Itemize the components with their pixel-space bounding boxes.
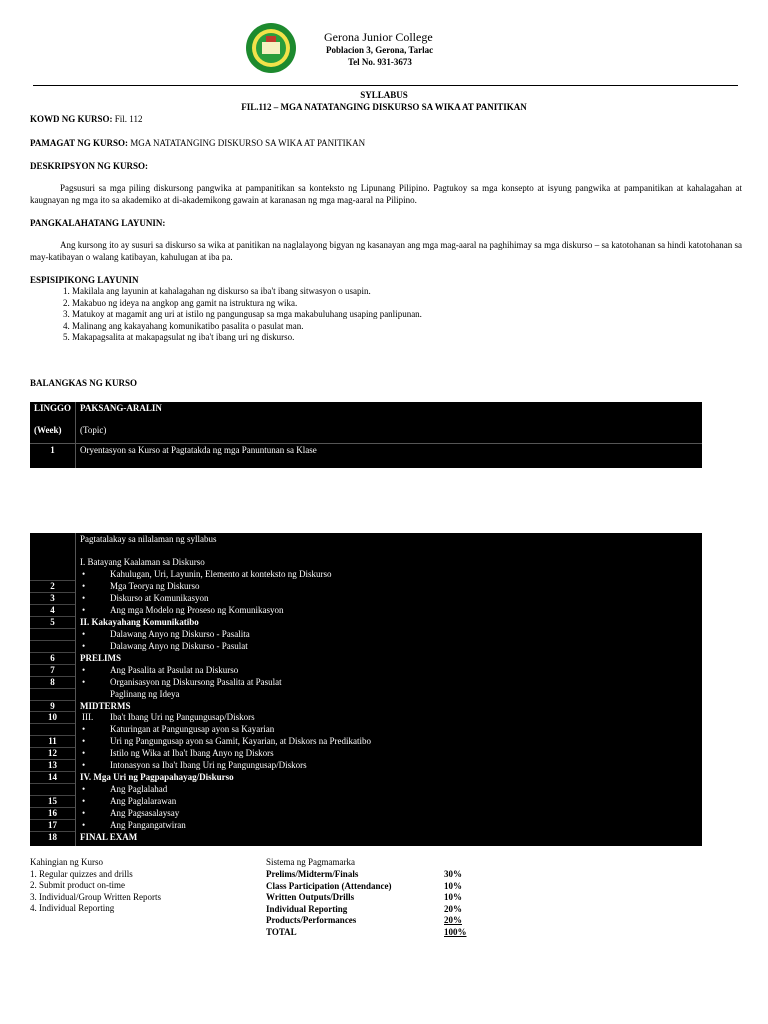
topic-row xyxy=(80,748,274,758)
week-number: 3 xyxy=(50,592,55,603)
topic-row xyxy=(80,689,179,699)
bullet-icon: • xyxy=(82,724,86,735)
grading-criterion: Individual Reporting xyxy=(266,903,348,914)
week-number: 14 xyxy=(48,772,57,783)
grading-percentage: 20% xyxy=(444,915,462,925)
row-divider xyxy=(30,628,75,629)
topic-text: Ang mga Modelo ng Proseso ng Komunikasyon xyxy=(110,604,284,615)
topic-row xyxy=(80,581,199,591)
school-tel: Tel No. 931-3673 xyxy=(348,57,412,67)
row-divider xyxy=(30,795,75,796)
grading-percentage: 10% xyxy=(444,892,462,902)
grading-criterion: Products/Performances xyxy=(266,915,357,925)
week-number: 11 xyxy=(48,736,57,747)
description-heading: DESKRIPSYON NG KURSO: xyxy=(30,161,149,171)
week-number: 9 xyxy=(50,700,55,711)
week-number: 17 xyxy=(48,820,57,830)
week-column-header: LINGGO xyxy=(34,403,72,413)
grading-percentage: 10% xyxy=(444,880,462,891)
week-number: 12 xyxy=(48,748,57,759)
topic-text: Iba't Ibang Uri ng Pangungusap/Diskors xyxy=(110,712,255,723)
topic-row xyxy=(80,832,137,842)
topic-text: Ang Pangangatwiran xyxy=(110,820,186,830)
topic-row xyxy=(80,724,274,734)
topic-text: Ang Paglalahad xyxy=(110,784,168,795)
grading-criterion: TOTAL xyxy=(266,926,297,937)
topic-text: Intonasyon sa Iba't Ibang Uri ng Pangungusap/Diskors xyxy=(110,760,307,771)
week-number: 10 xyxy=(48,712,57,723)
bullet-icon: • xyxy=(82,581,86,591)
topic-text: Paglinang ng Ideya xyxy=(110,688,180,699)
topic-column-subheader: (Topic) xyxy=(80,425,107,435)
bullet-icon: • xyxy=(82,820,86,830)
course-title: FIL.112 – MGA NATATANGING DISKURSO SA WIKA AT PANITIKAN xyxy=(241,102,527,112)
bullet-icon: • xyxy=(82,604,86,615)
bullet-icon: • xyxy=(82,664,86,675)
table-column-divider xyxy=(75,533,76,846)
objective-item: 5. Makapagsalita at makapagsulat ng iba't ibang uri ng diskurso. xyxy=(72,332,422,344)
requirement-item: 1. Regular quizzes and drills xyxy=(30,869,133,879)
week-number: 2 xyxy=(50,581,55,591)
bullet-icon: • xyxy=(82,808,86,819)
bullet-icon: • xyxy=(82,640,86,651)
requirement-item: 3. Individual/Group Written Reports xyxy=(30,892,161,902)
topic-text: Kahulugan, Uri, Layunin, Elemento at konteksto ng Diskurso xyxy=(110,569,332,579)
row-divider xyxy=(30,592,75,593)
row-divider xyxy=(30,819,75,820)
row-divider xyxy=(30,640,75,641)
course-name xyxy=(30,138,365,148)
week-number: 1 xyxy=(50,445,55,455)
topic-row xyxy=(80,617,199,627)
objective-item: 2. Makabuo ng ideya na angkop ang gamit na istruktura ng wika. xyxy=(72,298,422,310)
school-seal xyxy=(245,22,297,74)
specific-objectives-list xyxy=(30,286,422,344)
school-address: Poblacion 3, Gerona, Tarlac xyxy=(326,45,434,55)
topic-row xyxy=(80,605,284,615)
topic-text: Ang Paglalarawan xyxy=(110,796,177,807)
topic-column-header: PAKSANG-ARALIN xyxy=(80,403,162,413)
row-divider xyxy=(30,664,75,665)
topic-row xyxy=(80,820,186,830)
row-divider xyxy=(30,616,75,617)
grading-criterion: Prelims/Midterm/Finals xyxy=(266,869,359,879)
topic-text: Ang Pagsasalaysay xyxy=(110,808,180,819)
header-divider xyxy=(33,85,738,86)
bullet-icon: • xyxy=(82,748,86,759)
row-divider xyxy=(30,580,75,581)
topic-text: II. Kakayahang Komunikatibo xyxy=(80,616,199,627)
row-divider xyxy=(30,652,75,653)
topic-row xyxy=(80,665,238,675)
topic-text: FINAL EXAM xyxy=(80,831,138,842)
week-number: 13 xyxy=(48,760,57,771)
topic-row xyxy=(80,677,282,687)
topic-bullet-row xyxy=(80,569,331,579)
bullet-icon: • xyxy=(82,592,86,603)
bullet-icon: • xyxy=(82,628,86,639)
table-divider-line xyxy=(30,443,702,444)
requirement-item: 4. Individual Reporting xyxy=(30,903,115,913)
topic-text: Mga Teorya ng Diskurso xyxy=(110,581,200,591)
course-code-label: KOWD NG KURSO: xyxy=(30,114,113,124)
week-number: 6 xyxy=(50,652,55,663)
week-topic: Oryentasyon sa Kurso at Pagtatakda ng mga Panuntunan sa Klase xyxy=(80,445,317,455)
grading-percentage: 100% xyxy=(444,926,467,937)
grading-percentage: 30% xyxy=(444,869,462,879)
requirements-heading: Kahingian ng Kurso xyxy=(30,857,103,867)
objective-item: 1. Makilala ang layunin at kahalagahan ng diskurso sa iba't ibang sitwasyon o usapin. xyxy=(72,286,422,298)
topic-text: MIDTERMS xyxy=(80,700,131,711)
topic-text: Ang Pasalita at Pasulat na Diskurso xyxy=(110,664,239,675)
objective-item: 3. Matukoy at magamit ang uri at istilo ng pangungusap sa mga makabuluhang usaping panlipunan. xyxy=(72,309,422,321)
row-divider xyxy=(30,783,75,784)
grading-percentage: 20% xyxy=(444,903,462,914)
bullet-icon: • xyxy=(82,784,86,795)
row-divider xyxy=(30,771,75,772)
grading-criterion: Class Participation (Attendance) xyxy=(266,880,392,891)
topic-row xyxy=(80,712,255,722)
grading-criterion: Written Outputs/Drills xyxy=(266,892,355,902)
row-divider xyxy=(30,747,75,748)
topic-row xyxy=(80,736,371,746)
topic-text: Diskurso at Komunikasyon xyxy=(110,592,209,603)
week-number: 7 xyxy=(50,664,55,675)
row-divider xyxy=(30,604,75,605)
row-divider xyxy=(30,831,75,832)
bullet-icon: • xyxy=(82,676,86,687)
row-divider xyxy=(30,676,75,677)
row-divider xyxy=(30,759,75,760)
syllabus-title: SYLLABUS xyxy=(360,90,408,100)
topic-text: PRELIMS xyxy=(80,652,122,663)
topic-row xyxy=(80,593,209,603)
section-heading: I. Batayang Kaalaman sa Diskurso xyxy=(80,557,205,567)
topic-text: Dalawang Anyo ng Diskurso - Pasalita xyxy=(110,628,250,639)
course-code-value: Fil. 112 xyxy=(112,114,143,124)
topic-text: Organisasyon ng Diskursong Pasalita at Pasulat xyxy=(110,676,282,687)
topic-text: Uri ng Pangungusap ayon sa Gamit, Kayarian, at Diskors na Predikatibo xyxy=(110,736,371,747)
topic-row xyxy=(80,629,250,639)
topic-row xyxy=(80,760,307,770)
outline-table-header xyxy=(30,402,702,468)
bullet-icon: • xyxy=(82,760,86,771)
topic-row xyxy=(80,653,121,663)
week-number: 8 xyxy=(50,676,55,687)
general-objective-heading: PANGKALAHATANG LAYUNIN: xyxy=(30,218,166,228)
week-number: 15 xyxy=(48,796,57,807)
specific-objectives-heading: ESPISIPIKONG LAYUNIN xyxy=(30,275,139,285)
week-number: 4 xyxy=(50,604,55,615)
table-column-divider xyxy=(75,402,76,468)
row-divider xyxy=(30,723,75,724)
topic-row xyxy=(80,808,179,818)
topic-row xyxy=(80,784,167,794)
bullet-icon: • xyxy=(82,736,86,747)
grading-heading: Sistema ng Pagmamarka xyxy=(266,857,355,867)
row-divider xyxy=(30,735,75,736)
bullet-icon: • xyxy=(82,569,86,579)
topic-row xyxy=(80,772,234,782)
school-name: Gerona Junior College xyxy=(324,30,433,44)
topic-row xyxy=(80,641,248,651)
general-objective-text: Ang kursong ito ay susuri sa diskurso sa wika at panitikan na naglalayong bigyan ng kasanayan ang mga mag-aaral na paghihimay sa mga diskurso – sa katotohanan sa hindi katotohanan sa may-katibayan o walang katibayan, kahulugan at iba pa. xyxy=(30,240,742,262)
topic-text: IV. Mga Uri ng Pagpapahayag/Diskurso xyxy=(80,772,234,783)
syllabus-intro: Pagtatalakay sa nilalaman ng syllabus xyxy=(80,534,217,544)
row-divider xyxy=(30,700,75,701)
week-number: 18 xyxy=(48,831,57,842)
topic-row xyxy=(80,796,176,806)
row-divider xyxy=(30,807,75,808)
description-text: Pagsusuri sa mga piling diskursong pangwika at pampanitikan sa konteksto ng Lipunang Pilipino. Pagtukoy sa mga konsepto at isyung pangwika at pampanitikan at kahalagahan at kaugnayan ng mga ito sa akademiko at di-akademikong gawain at karanasan ng mga mag-aaral na Pilipino. xyxy=(30,183,742,205)
requirement-item: 2. Submit product on-time xyxy=(30,880,125,890)
week-column-subheader: (Week) xyxy=(34,425,62,435)
week-number: 16 xyxy=(48,808,57,819)
outline-table-body xyxy=(30,533,702,846)
roman-numeral: III. xyxy=(82,712,94,723)
topic-text: Katuringan at Pangungusap ayon sa Kayarian xyxy=(110,724,275,735)
topic-text: Dalawang Anyo ng Diskurso - Pasulat xyxy=(110,640,248,651)
bullet-icon: • xyxy=(82,796,86,807)
week-number: 5 xyxy=(50,616,55,627)
objective-item: 4. Malinang ang kakayahang komunikatibo pasalita o pasulat man. xyxy=(72,321,422,333)
row-divider xyxy=(30,711,75,712)
row-divider xyxy=(30,688,75,689)
topic-row xyxy=(80,701,131,711)
course-name-label: PAMAGAT NG KURSO: xyxy=(30,138,128,148)
course-code xyxy=(30,114,142,124)
outline-heading: BALANGKAS NG KURSO xyxy=(30,378,138,388)
course-name-value: MGA NATATANGING DISKURSO SA WIKA AT PANITIKAN xyxy=(128,138,366,148)
topic-text: Istilo ng Wika at Iba't Ibang Anyo ng Diskors xyxy=(110,748,274,759)
